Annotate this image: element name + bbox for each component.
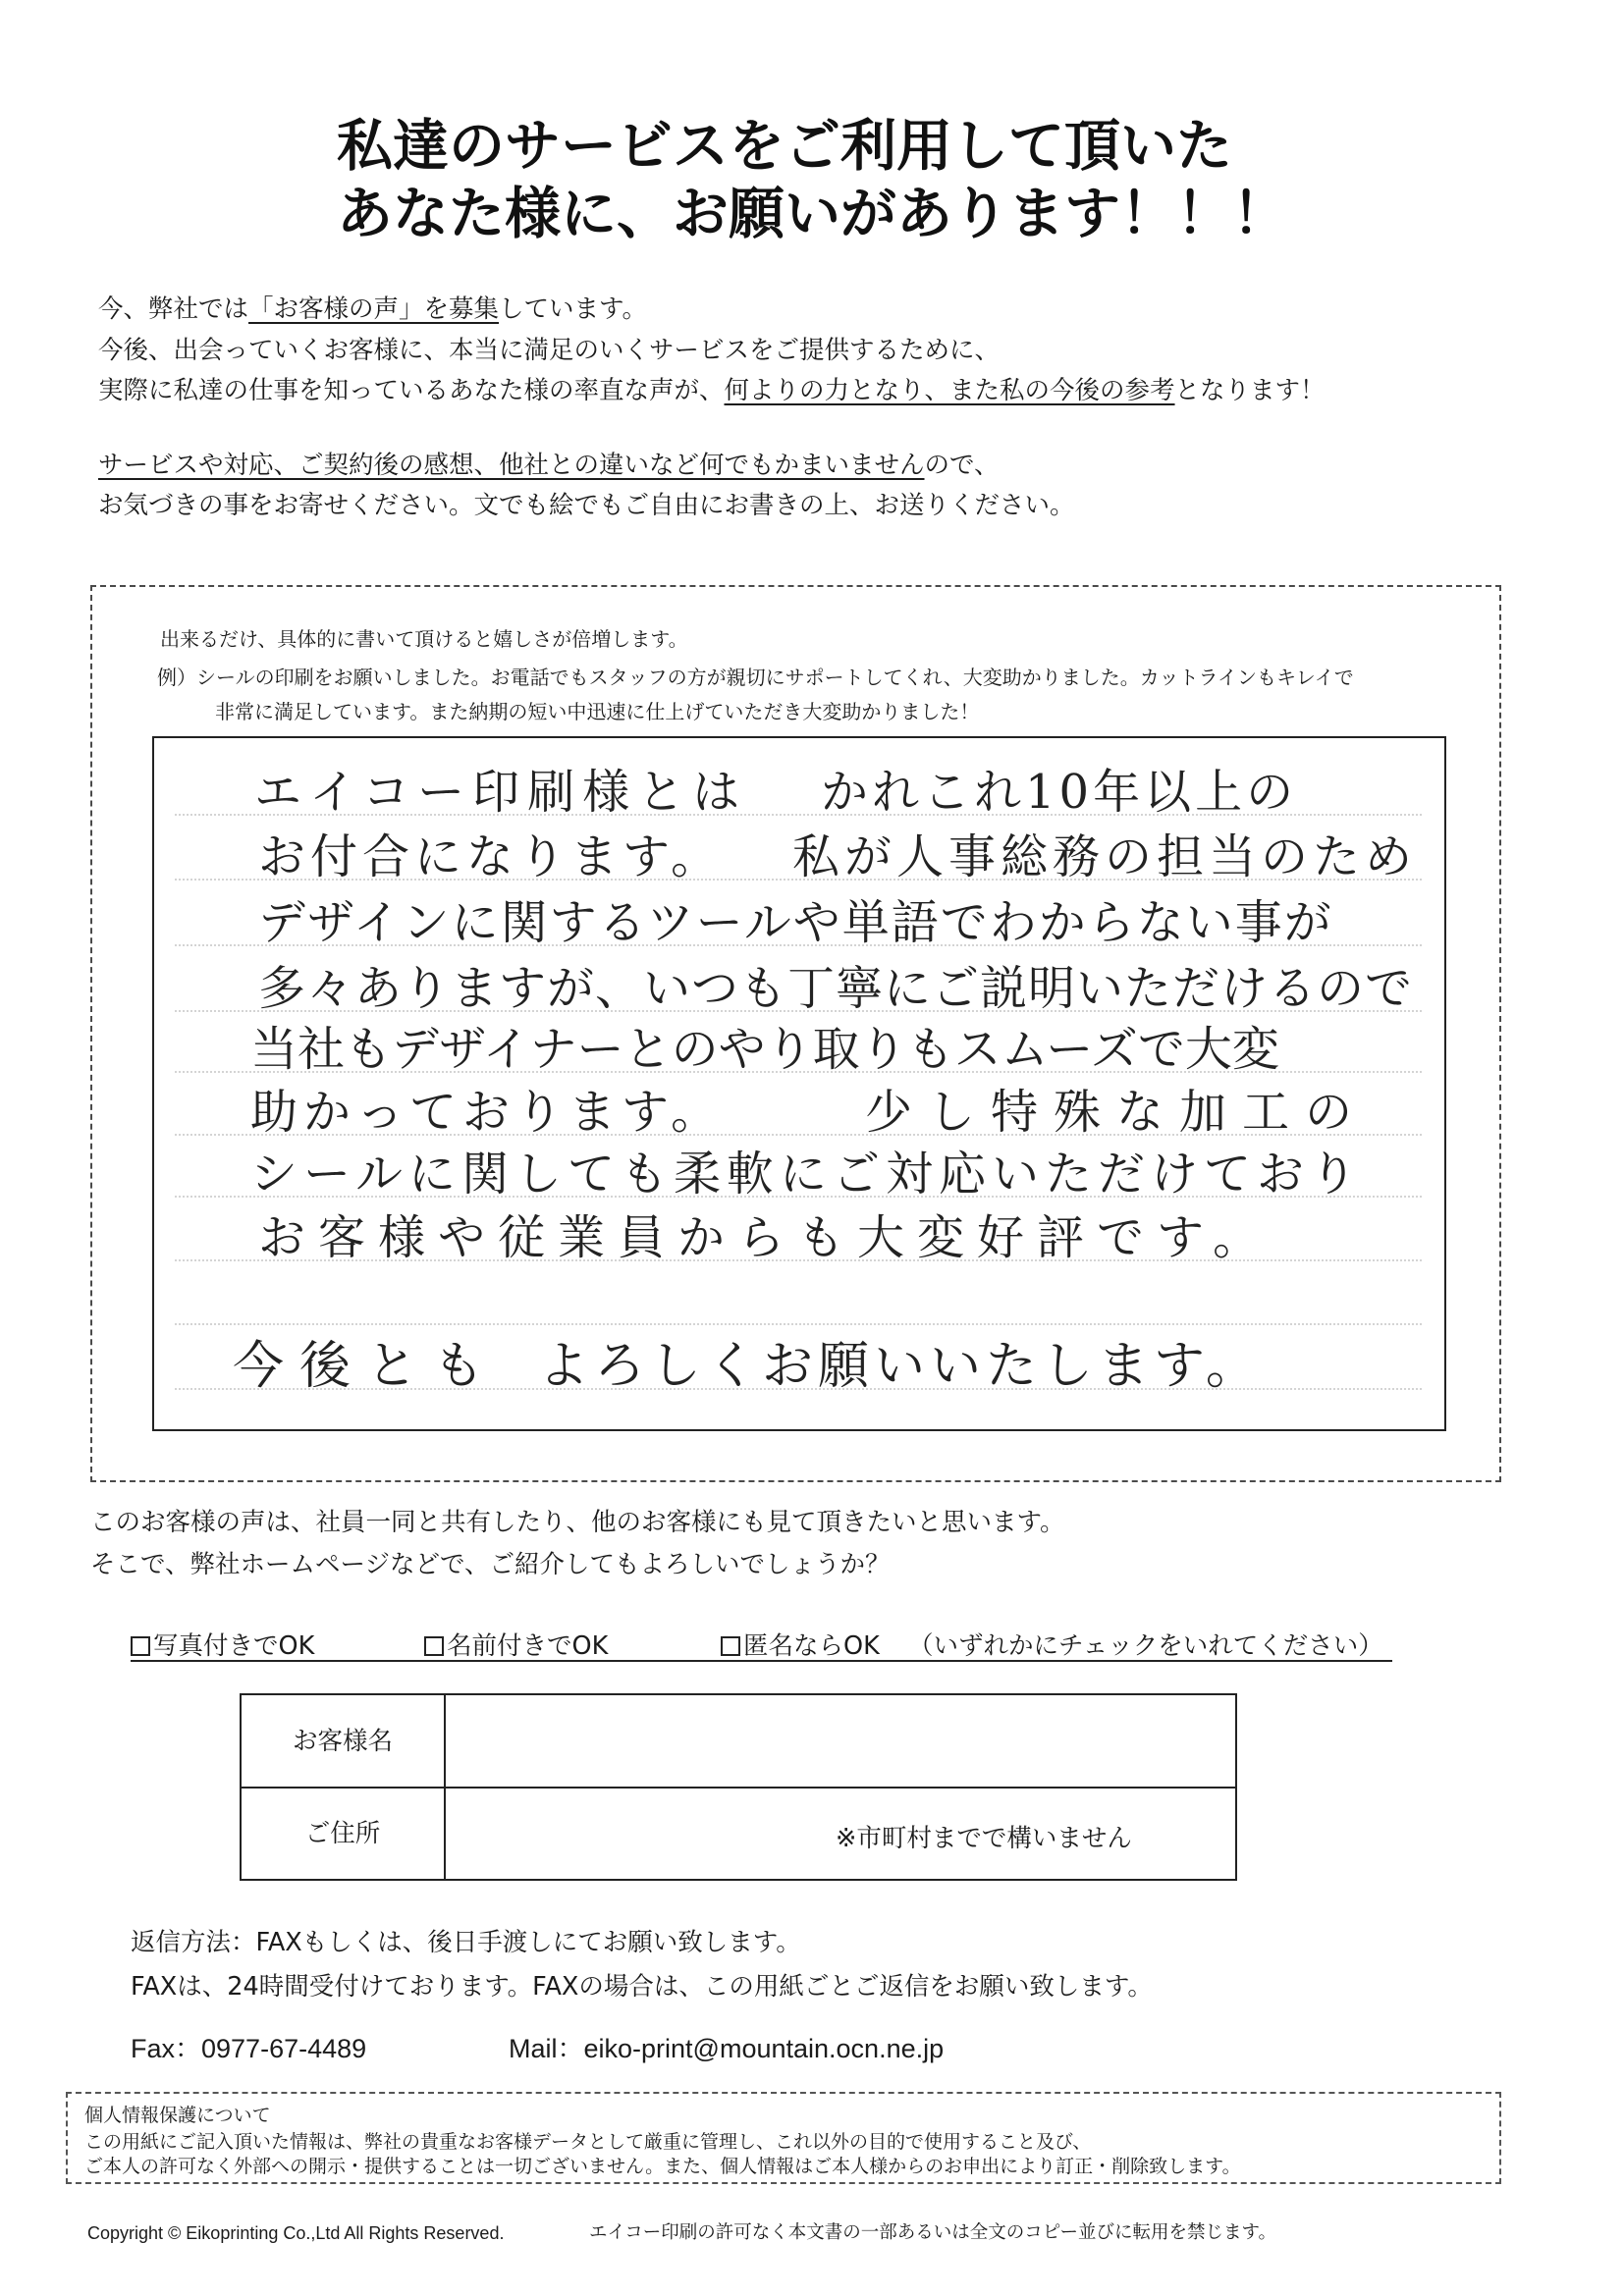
handwritten-text: お客様や従業員からも大変好評です。 [258, 1210, 1273, 1265]
customer-info-table [240, 1693, 1237, 1881]
intro-line-1-highlight: 「お客様の声」を募集 [248, 294, 500, 324]
comment-example-line-1: 例）シールの印刷をお願いしました。お電話でもスタッフの方が親切にサポートしてくれ、大変助かりました。カットラインもキレイで [157, 666, 1354, 689]
option-anonymous-ok[interactable] [721, 1633, 880, 1659]
customer-name-field[interactable] [446, 1695, 1235, 1787]
handwritten-text: お付合になります。 [258, 829, 724, 884]
option-anonymous-ok-label: 匿名ならOK [743, 1631, 880, 1661]
customer-name-label: お客様名 [292, 1726, 393, 1756]
privacy-line-1: この用紙にご記入頂いた情報は、弊社の貴重なお客様データとして厳重に管理し、これ以外の目的で使用すること及び、 [84, 2131, 1092, 2153]
intro-line-3-tail: となります！ [1174, 376, 1326, 405]
comment-example-line-2: 非常に満足しています。また納期の短い中迅速に仕上げていただき大変助かりました！ [215, 700, 980, 723]
request-line-1-highlight: サービスや対応、ご契約後の感想、他社との違いなど何でもかまいません [98, 451, 925, 480]
footer-notice: エイコー印刷の許可なく本文書の一部あるいは全文のコピー並びに転用を禁じます。 [589, 2222, 1277, 2243]
title-line-1: 私達のサービスをご利用して頂いた [337, 114, 1232, 179]
address-label: ご住所 [304, 1819, 381, 1848]
request-line-1-tail: ので、 [924, 451, 1000, 480]
table-row-divider [242, 1787, 1235, 1789]
handwritten-text: エイコー印刷様とは [254, 765, 748, 820]
intro-line-1-lead: 今、弊社では [98, 294, 249, 324]
intro-line-3 [98, 378, 1326, 403]
title-line-2: あなた様に、お願いがあります！！！ [337, 182, 1288, 246]
reply-fax-note: FAXは、24時間受付けております。FAXの場合は、この用紙ごとご返信をお願い致します。 [131, 1972, 1153, 2002]
handwritten-text: 私が人事総務の担当のため [792, 829, 1418, 884]
permission-line-2: そこで、弊社ホームページなどで、ご紹介してもよろしいでしょうか？ [90, 1550, 891, 1579]
address-field[interactable] [446, 1789, 1235, 1879]
address-note: ※市町村までで構いません [836, 1824, 1132, 1853]
checkbox-name-ok[interactable] [424, 1636, 444, 1656]
permission-line-1: このお客様の声は、社員一同と共有したり、他のお客様にも見て頂きたいと思います。 [90, 1508, 1065, 1537]
handwritten-text: シールに関しても柔軟にご対応いただけており [250, 1147, 1364, 1201]
intro-line-3-highlight: 何よりの力となり、また私の今後の参考 [724, 376, 1175, 405]
handwritten-text: 当社もデザイナーとのやり取りもスムーズで大変 [250, 1022, 1279, 1077]
options-underline [131, 1660, 1392, 1662]
option-photo-ok[interactable] [131, 1633, 314, 1659]
option-photo-ok-label: 写真付きでOK [153, 1631, 315, 1661]
handwritten-text: 助かっております。 [250, 1085, 725, 1140]
checkbox-anonymous-ok[interactable] [721, 1636, 740, 1656]
reply-method: 返信方法：FAXもしくは、後日手渡しにてお願い致します。 [131, 1928, 801, 1957]
guide-line [175, 1323, 1422, 1325]
option-name-ok-label: 名前付きでOK [447, 1631, 609, 1661]
comment-hint: 出来るだけ、具体的に書いて頂けると嬉しさが倍増します。 [160, 627, 688, 651]
intro-line-1 [98, 296, 647, 322]
intro-line-1-tail: しています。 [499, 294, 647, 324]
checkbox-photo-ok[interactable] [131, 1636, 150, 1656]
request-line-2: お気づきの事をお寄せください。文でも絵でもご自由にお書きの上、お送りください。 [98, 491, 1075, 520]
handwritten-text: かれこれ10年以上の [821, 765, 1298, 820]
privacy-heading: 個人情報保護について [84, 2105, 271, 2126]
option-name-ok[interactable] [424, 1633, 608, 1659]
fax-number: Fax：0977-67-4489 [131, 2034, 367, 2063]
privacy-line-2: ご本人の許可なく外部への開示・提供することは一切ございません。また、個人情報はご本人様からのお申出により訂正・削除致します。 [84, 2156, 1241, 2177]
handwritten-text: 多々ありますが、いつも丁寧にご説明いただけるので [258, 961, 1414, 1016]
mail-address: Mail：eiko-print@mountain.ocn.ne.jp [509, 2034, 945, 2063]
handwritten-text: 少し特殊な加工の [865, 1085, 1369, 1140]
handwritten-text: よろしくお願いいたします。 [538, 1337, 1262, 1396]
footer-copyright: Copyright © Eikoprinting Co.,Ltd All Rights Reserved. [87, 2223, 505, 2243]
handwritten-text: デザインに関するツールや単語でわからない事が [258, 895, 1333, 950]
intro-line-3-lead: 実際に私達の仕事を知っているあなた様の率直な声が、 [98, 376, 725, 405]
request-line-1 [98, 453, 1000, 478]
intro-line-2: 今後、出会っていくお客様に、本当に満足のいくサービスをご提供するために、 [98, 336, 1001, 365]
option-instruction: （いずれかにチェックをいれてください） [908, 1631, 1383, 1661]
handwritten-text: 今後とも [233, 1337, 501, 1396]
